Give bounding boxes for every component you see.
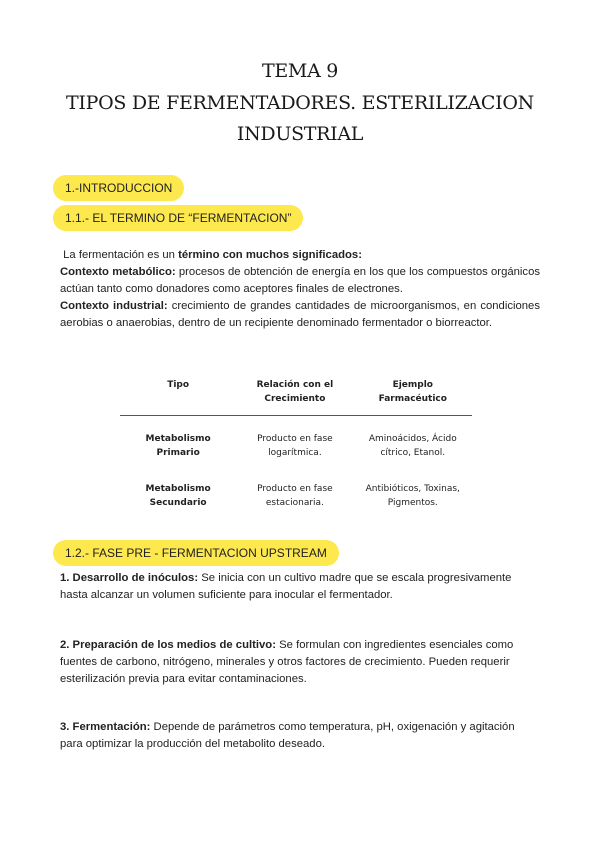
- list-item-label: 1. Desarrollo de inóculos:: [60, 572, 199, 584]
- table-cell: Aminoácidos, Ácido cítrico, Etanol.: [368, 434, 457, 458]
- list-item: [60, 570, 530, 604]
- context-metabolic-label: Contexto metabólico:: [60, 266, 176, 278]
- list-item: [60, 637, 530, 688]
- table-cell: Metabolismo Primario: [145, 434, 211, 458]
- section-heading-termino: 1.1.- EL TERMINO DE “FERMENTACION”: [53, 205, 303, 231]
- intro-lead-bold: término con muchos significados:: [178, 249, 362, 261]
- context-industrial-text: crecimiento de grandes cantidades de microorganismos, en condiciones aerobias o anaerobias, dentro de un recipiente denominado fermentador o biorreactor.: [60, 300, 540, 329]
- table-header-row: [120, 378, 472, 416]
- intro-lead-line: [60, 247, 540, 264]
- table-row: [120, 482, 472, 510]
- metabolism-table: [120, 378, 472, 510]
- section-heading-introduccion: 1.-INTRODUCCION: [53, 175, 184, 201]
- context-industrial-label: Contexto industrial:: [60, 300, 168, 312]
- list-item-label: 2. Preparación de los medios de cultivo:: [60, 639, 276, 651]
- intro-paragraph: [60, 247, 540, 332]
- table-header-cell: Tipo: [167, 380, 190, 390]
- list-item-text: Se formulan con ingredientes esenciales como fuentes de carbono, nitrógeno, minerales y otros factores de crecimiento. Pueden requerir esterilización previa para evitar contaminaciones.: [60, 639, 514, 685]
- context-metabolic-text: procesos de obtención de energía en los que los compuestos orgánicos actúan tanto como donadores como aceptores finales de electrones.: [60, 266, 541, 295]
- document-title-line-1: TIPOS DE FERMENTADORES. ESTERILIZACION: [66, 92, 534, 114]
- table-row: [120, 416, 472, 483]
- table-cell: Antibióticos, Toxinas, Pigmentos.: [365, 484, 460, 508]
- document-title-line-2: INDUSTRIAL: [236, 123, 364, 145]
- table-cell: Producto en fase logarítmica.: [257, 434, 333, 458]
- list-item: [60, 719, 530, 753]
- section-heading-upstream: 1.2.- FASE PRE - FERMENTACION UPSTREAM: [53, 540, 339, 566]
- table-cell: Producto en fase estacionaria.: [257, 484, 333, 508]
- table-header-cell: Ejemplo Farmacéutico: [378, 380, 447, 404]
- context-industrial: [60, 298, 540, 332]
- list-item-text: Depende de parámetros como temperatura, pH, oxigenación y agitación para optimizar la producción del metabolito deseado.: [60, 721, 515, 750]
- intro-lead: La fermentación es un: [63, 249, 179, 261]
- table-header-cell: Relación con el Crecimiento: [256, 380, 334, 404]
- topic-number: TEMA 9: [261, 60, 339, 82]
- list-item-text: Se inicia con un cultivo madre que se escala progresivamente hasta alcanzar un volumen suficiente para inocular el fermentador.: [60, 572, 512, 601]
- context-metabolic: [60, 264, 540, 298]
- table-cell: Metabolismo Secundario: [145, 484, 211, 508]
- list-item-label: 3. Fermentación:: [60, 721, 151, 733]
